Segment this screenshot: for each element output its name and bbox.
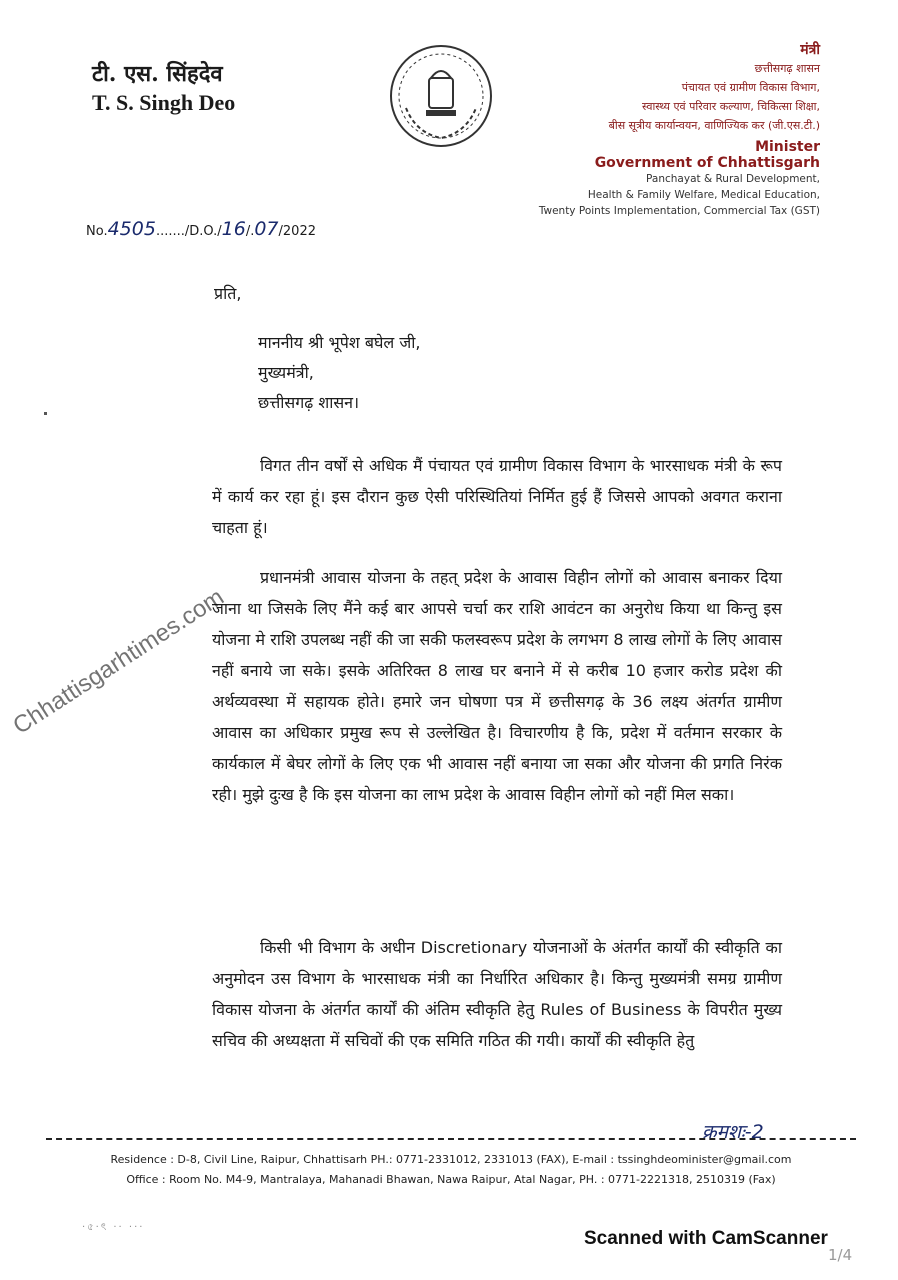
sender-name-hindi: टी. एस. सिंहदेव xyxy=(92,61,223,87)
ref-prefix: No. xyxy=(86,224,108,239)
ref-do: ......./D.O./ xyxy=(155,224,222,239)
sender-name-english: T. S. Singh Deo xyxy=(92,90,236,115)
watermark-text: Chhattisgarhtimes.com xyxy=(8,583,229,740)
government-hindi: छत्तीसगढ़ शासन xyxy=(754,62,820,75)
recipient-line-3: छत्तीसगढ़ शासन। xyxy=(258,393,360,412)
department-english-3: Twenty Points Implementation, Commercial Tax (GST) xyxy=(538,205,820,217)
continued-mark: क्रमशः-2 xyxy=(702,1121,764,1143)
department-hindi-2: स्वास्थ्य एवं परिवार कल्याण, चिकित्सा शिक्षा, xyxy=(642,100,820,113)
title-hindi: मंत्री xyxy=(800,42,820,58)
ref-day: 16 xyxy=(221,218,246,240)
footer-contact xyxy=(46,1150,856,1190)
title-english: Minister xyxy=(755,139,820,155)
recipient-line-1: माननीय श्री भूपेश बघेल जी, xyxy=(258,333,421,352)
department-hindi-3: बीस सूत्रीय कार्यान्वयन, वाणिज्यिक कर (जी.एस.टी.) xyxy=(608,119,820,132)
salutation: प्रति, xyxy=(214,284,242,303)
faint-marks: ·৫·ৎ ·· ··· xyxy=(82,1222,145,1233)
body-paragraph-3: किसी भी विभाग के अधीन Discretionary योजनाओं के अंतर्गत कार्यों की स्वीकृति का अनुमोदन उस विभाग के भारसाधक मंत्री का निर्धारित अधिकार है। किन्तु मुख्यमंत्री समग्र ग्रामीण विकास योजना के अंतर्गत कार्यों की अंतिम स्वीकृति हेतु Rules of Business के विपरीत मुख्य सचिव की अध्यक्षता में सचिवों की एक समिति गठित की गयी। कार्यों की स्वीकृति हेतु xyxy=(212,938,782,1050)
footer-office: Office : Room No. M4-9, Mantralaya, Mahanadi Bhawan, Nawa Raipur, Atal Nagar, PH. : 0771-2221318, 2510319 (Fax) xyxy=(126,1173,776,1186)
ref-month: 07 xyxy=(254,218,279,240)
minister-title-block xyxy=(520,40,820,219)
recipient-address xyxy=(258,328,420,418)
government-english: Government of Chhattisgarh xyxy=(594,155,820,171)
state-emblem-icon xyxy=(386,38,496,158)
reference-number: No.4505......./D.O./16/.07/2022 xyxy=(86,218,316,240)
body-paragraph-1: विगत तीन वर्षों से अधिक मैं पंचायत एवं ग्रामीण विकास विभाग के भारसाधक मंत्री के रूप में कार्य कर रहा हूं। इस दौरान कुछ ऐसी परिस्थितियां निर्मित हुई हैं जिससे आपको अवगत कराना चाहता हूं। xyxy=(212,456,782,537)
page-number: 1/4 xyxy=(828,1246,853,1264)
footer-divider xyxy=(46,1138,856,1140)
department-hindi-1: पंचायत एवं ग्रामीण विकास विभाग, xyxy=(681,81,820,94)
department-english-1: Panchayat & Rural Development, xyxy=(646,173,820,185)
footer-residence: Residence : D-8, Civil Line, Raipur, Chhattisarh PH.: 0771-2331012, 2331013 (FAX), E-mail : tssinghdeominister@gmail.com xyxy=(110,1153,792,1166)
body-paragraph-2: प्रधानमंत्री आवास योजना के तहत् प्रदेश के आवास विहीन लोगों को आवास बनाकर दिया जाना था जिसके लिए मैंने कई बार आपसे चर्चा कर राशि आवंटन का अनुरोध किया था किन्तु इस योजना मे राशि उपलब्ध नहीं की जा सकी फलस्वरूप प्रदेश के लगभग 8 लाख लोगों के लिए आवास नहीं बनाये जा सके। इसके अतिरिक्त 8 लाख घर बनाने में से करीब 10 हजार करोड प्रदेश की अर्थव्यवस्था में सहायक होते। हमारे जन घोषणा पत्र में छत्तीसगढ़ के 36 लक्ष्य अंतर्गत ग्रामीण आवास का अधिकार प्रमुख रूप से उल्लेखित है। विचारणीय है कि, प्रदेश में वर्तमान सरकार के कार्यकाल में बेघर लोगों के लिए एक भी आवास नहीं बनाया जा सका और योजना की प्रगति निरंक रही। मुझे दुःख है कि इस योजना का लाभ प्रदेश के आवास विहीन लोगों को नहीं मिल सका। xyxy=(212,568,782,804)
recipient-line-2: मुख्यमंत्री, xyxy=(258,363,314,382)
department-english-2: Health & Family Welfare, Medical Education, xyxy=(587,189,820,201)
scanner-label: Scanned with CamScanner xyxy=(584,1228,828,1249)
ref-number: 4505 xyxy=(107,218,156,240)
ref-year: /2022 xyxy=(278,224,316,239)
scan-speck xyxy=(44,412,47,415)
